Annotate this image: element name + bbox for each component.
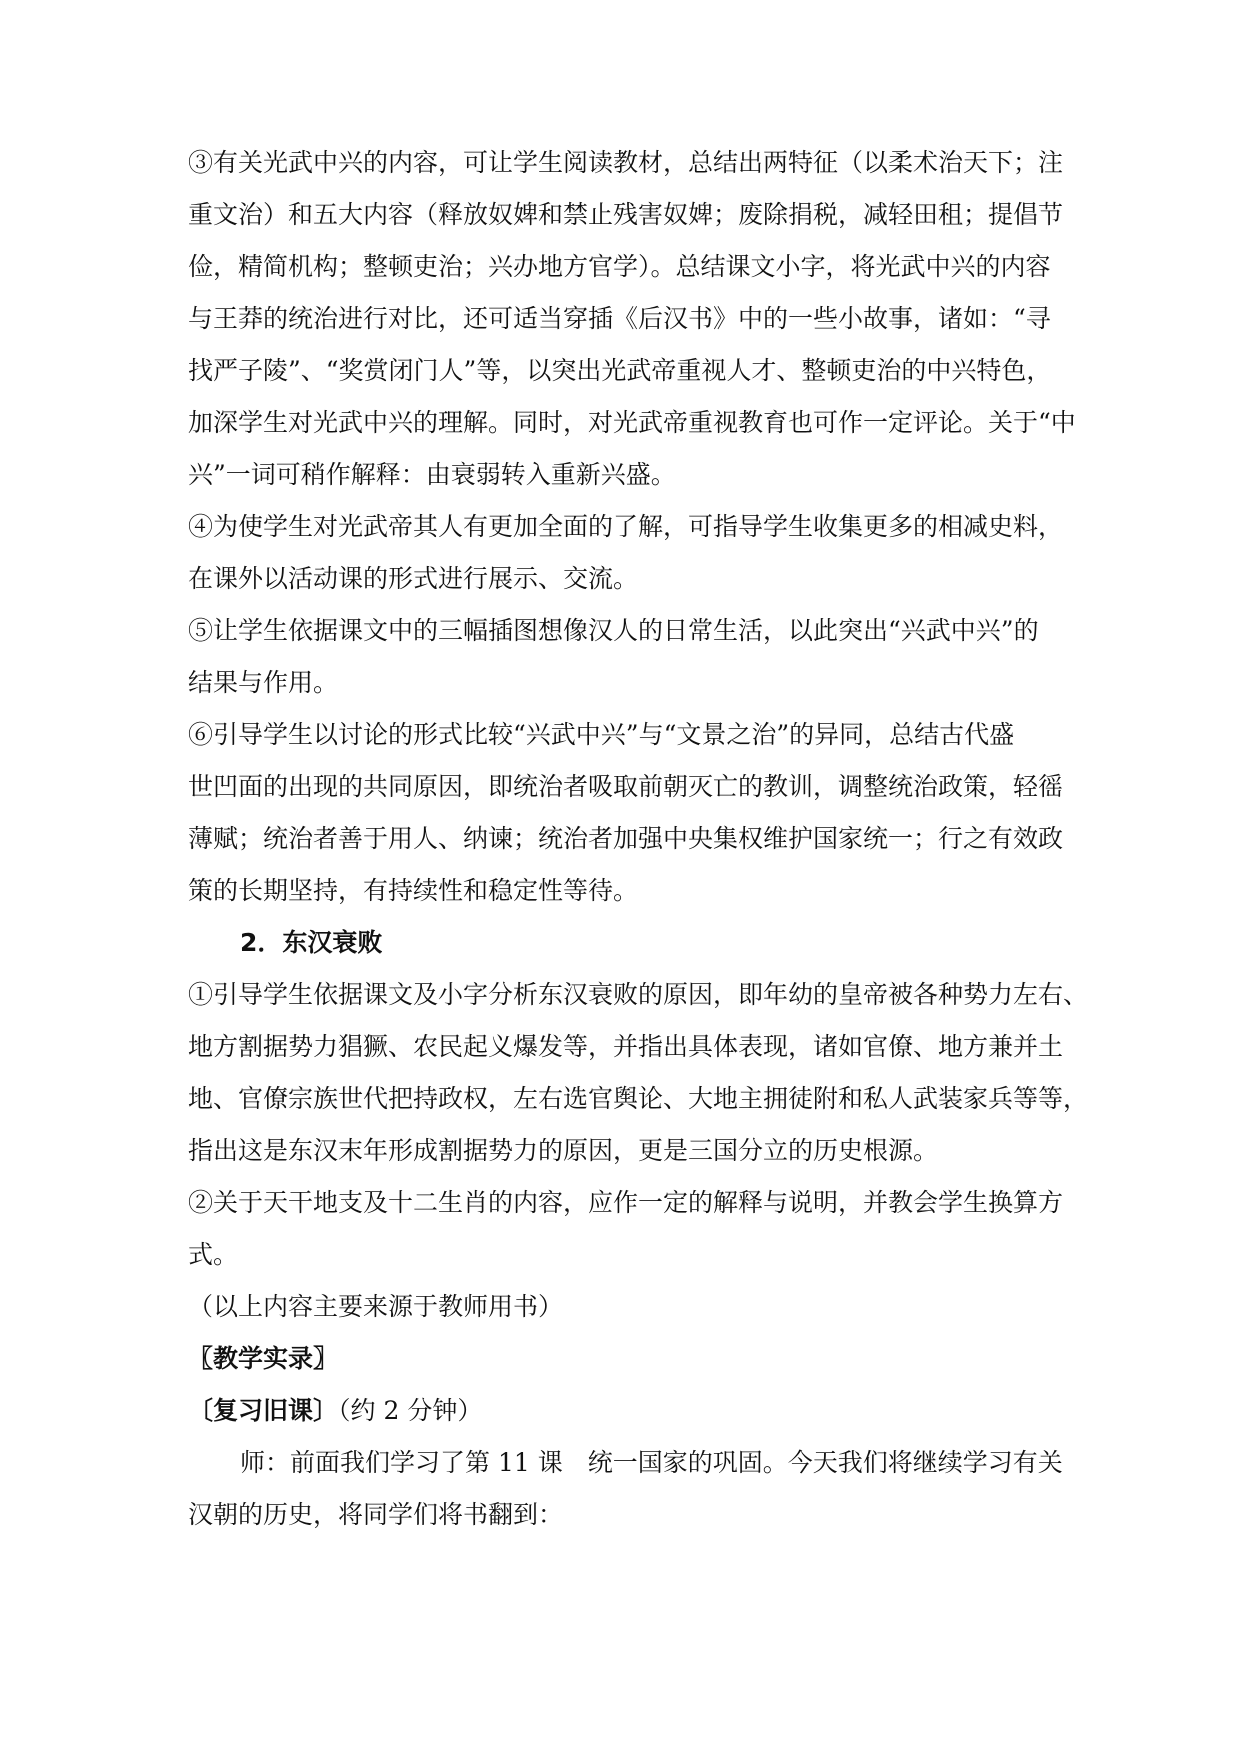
- paragraph-line: 兴”一词可稍作解释：由衰弱转入重新兴盛。: [188, 460, 676, 489]
- section-heading: 2．东汉衰败: [240, 928, 383, 957]
- teacher-line: 师：前面我们学习了第 11 课 统一国家的巩固。今天我们将继续学习有关: [240, 1448, 1063, 1477]
- paragraph-line: 地方割据势力猖獗、农民起义爆发等，并指出具体表现，诸如官僚、地方兼并土: [188, 1032, 1064, 1061]
- paragraph-line: 俭，精简机构；整顿吏治；兴办地方官学）。总结课文小字，将光武中兴的内容: [188, 252, 1051, 281]
- paragraph-line: 薄赋；统治者善于用人、纳谏；统治者加强中央集权维护国家统一；行之有效政: [188, 824, 1064, 853]
- review-heading-duration: （约 2 分钟）: [338, 1396, 483, 1425]
- paragraph-line: 与王莽的统治进行对比，还可适当穿插《后汉书》中的一些小故事，诸如：“寻: [188, 304, 1051, 333]
- paragraph-line: ⑥引导学生以讨论的形式比较“兴武中兴”与“文景之治”的异同，总结古代盛: [188, 720, 1015, 749]
- paragraph-line: 策的长期坚持，有持续性和稳定性等待。: [188, 876, 639, 905]
- review-heading: [188, 1398, 1058, 1450]
- paragraph-line: 结果与作用。: [188, 668, 339, 697]
- paragraph-line: ①引导学生依据课文及小字分析东汉衰败的原因，即年幼的皇帝被各种势力左右、: [188, 980, 1089, 1009]
- paragraph-line: ⑤让学生依据课文中的三幅插图想像汉人的日常生活，以此突出“兴武中兴”的: [188, 616, 1039, 645]
- paragraph-line: 重文治）和五大内容（释放奴婢和禁止残害奴婢；废除捐税，减轻田租；提倡节: [188, 200, 1064, 229]
- paragraph-line: 加深学生对光武中兴的理解。同时，对光武帝重视教育也可作一定评论。关于“中: [188, 408, 1076, 437]
- paragraph-line: 在课外以活动课的形式进行展示、交流。: [188, 564, 639, 593]
- paragraph-line: 指出这是东汉末年形成割据势力的原因，更是三国分立的历史根源。: [188, 1136, 939, 1165]
- document-body: [188, 148, 1089, 1554]
- paragraph-line: ②关于天干地支及十二生肖的内容，应作一定的解释与说明，并教会学生换算方: [188, 1188, 1064, 1217]
- paragraph-line: 世凹面的出现的共同原因，即统治者吸取前朝灭亡的教训，调整统治政策，轻徭: [188, 772, 1064, 801]
- paragraph-line: ③有关光武中兴的内容，可让学生阅读教材，总结出两特征（以柔术治天下；注: [188, 148, 1064, 177]
- paragraph-line: 式。: [188, 1240, 239, 1269]
- record-heading: 〖教学实录〗: [188, 1344, 339, 1373]
- paragraph-line: 地、官僚宗族世代把持政权，左右选官舆论、大地主拥徒附和私人武装家兵等等，: [188, 1084, 1089, 1113]
- review-heading-label: 〔复习旧课〕: [188, 1396, 339, 1425]
- paragraph-line: ④为使学生对光武帝其人有更加全面的了解，可指导学生收集更多的相减史料，: [188, 512, 1064, 541]
- teacher-line: 汉朝的历史，将同学们将书翻到：: [188, 1500, 564, 1529]
- paragraph-line: 找严子陵”、“奖赏闭门人”等，以突出光武帝重视人才、整顿吏治的中兴特色，: [188, 356, 1052, 385]
- source-note: （以上内容主要来源于教师用书）: [188, 1292, 564, 1321]
